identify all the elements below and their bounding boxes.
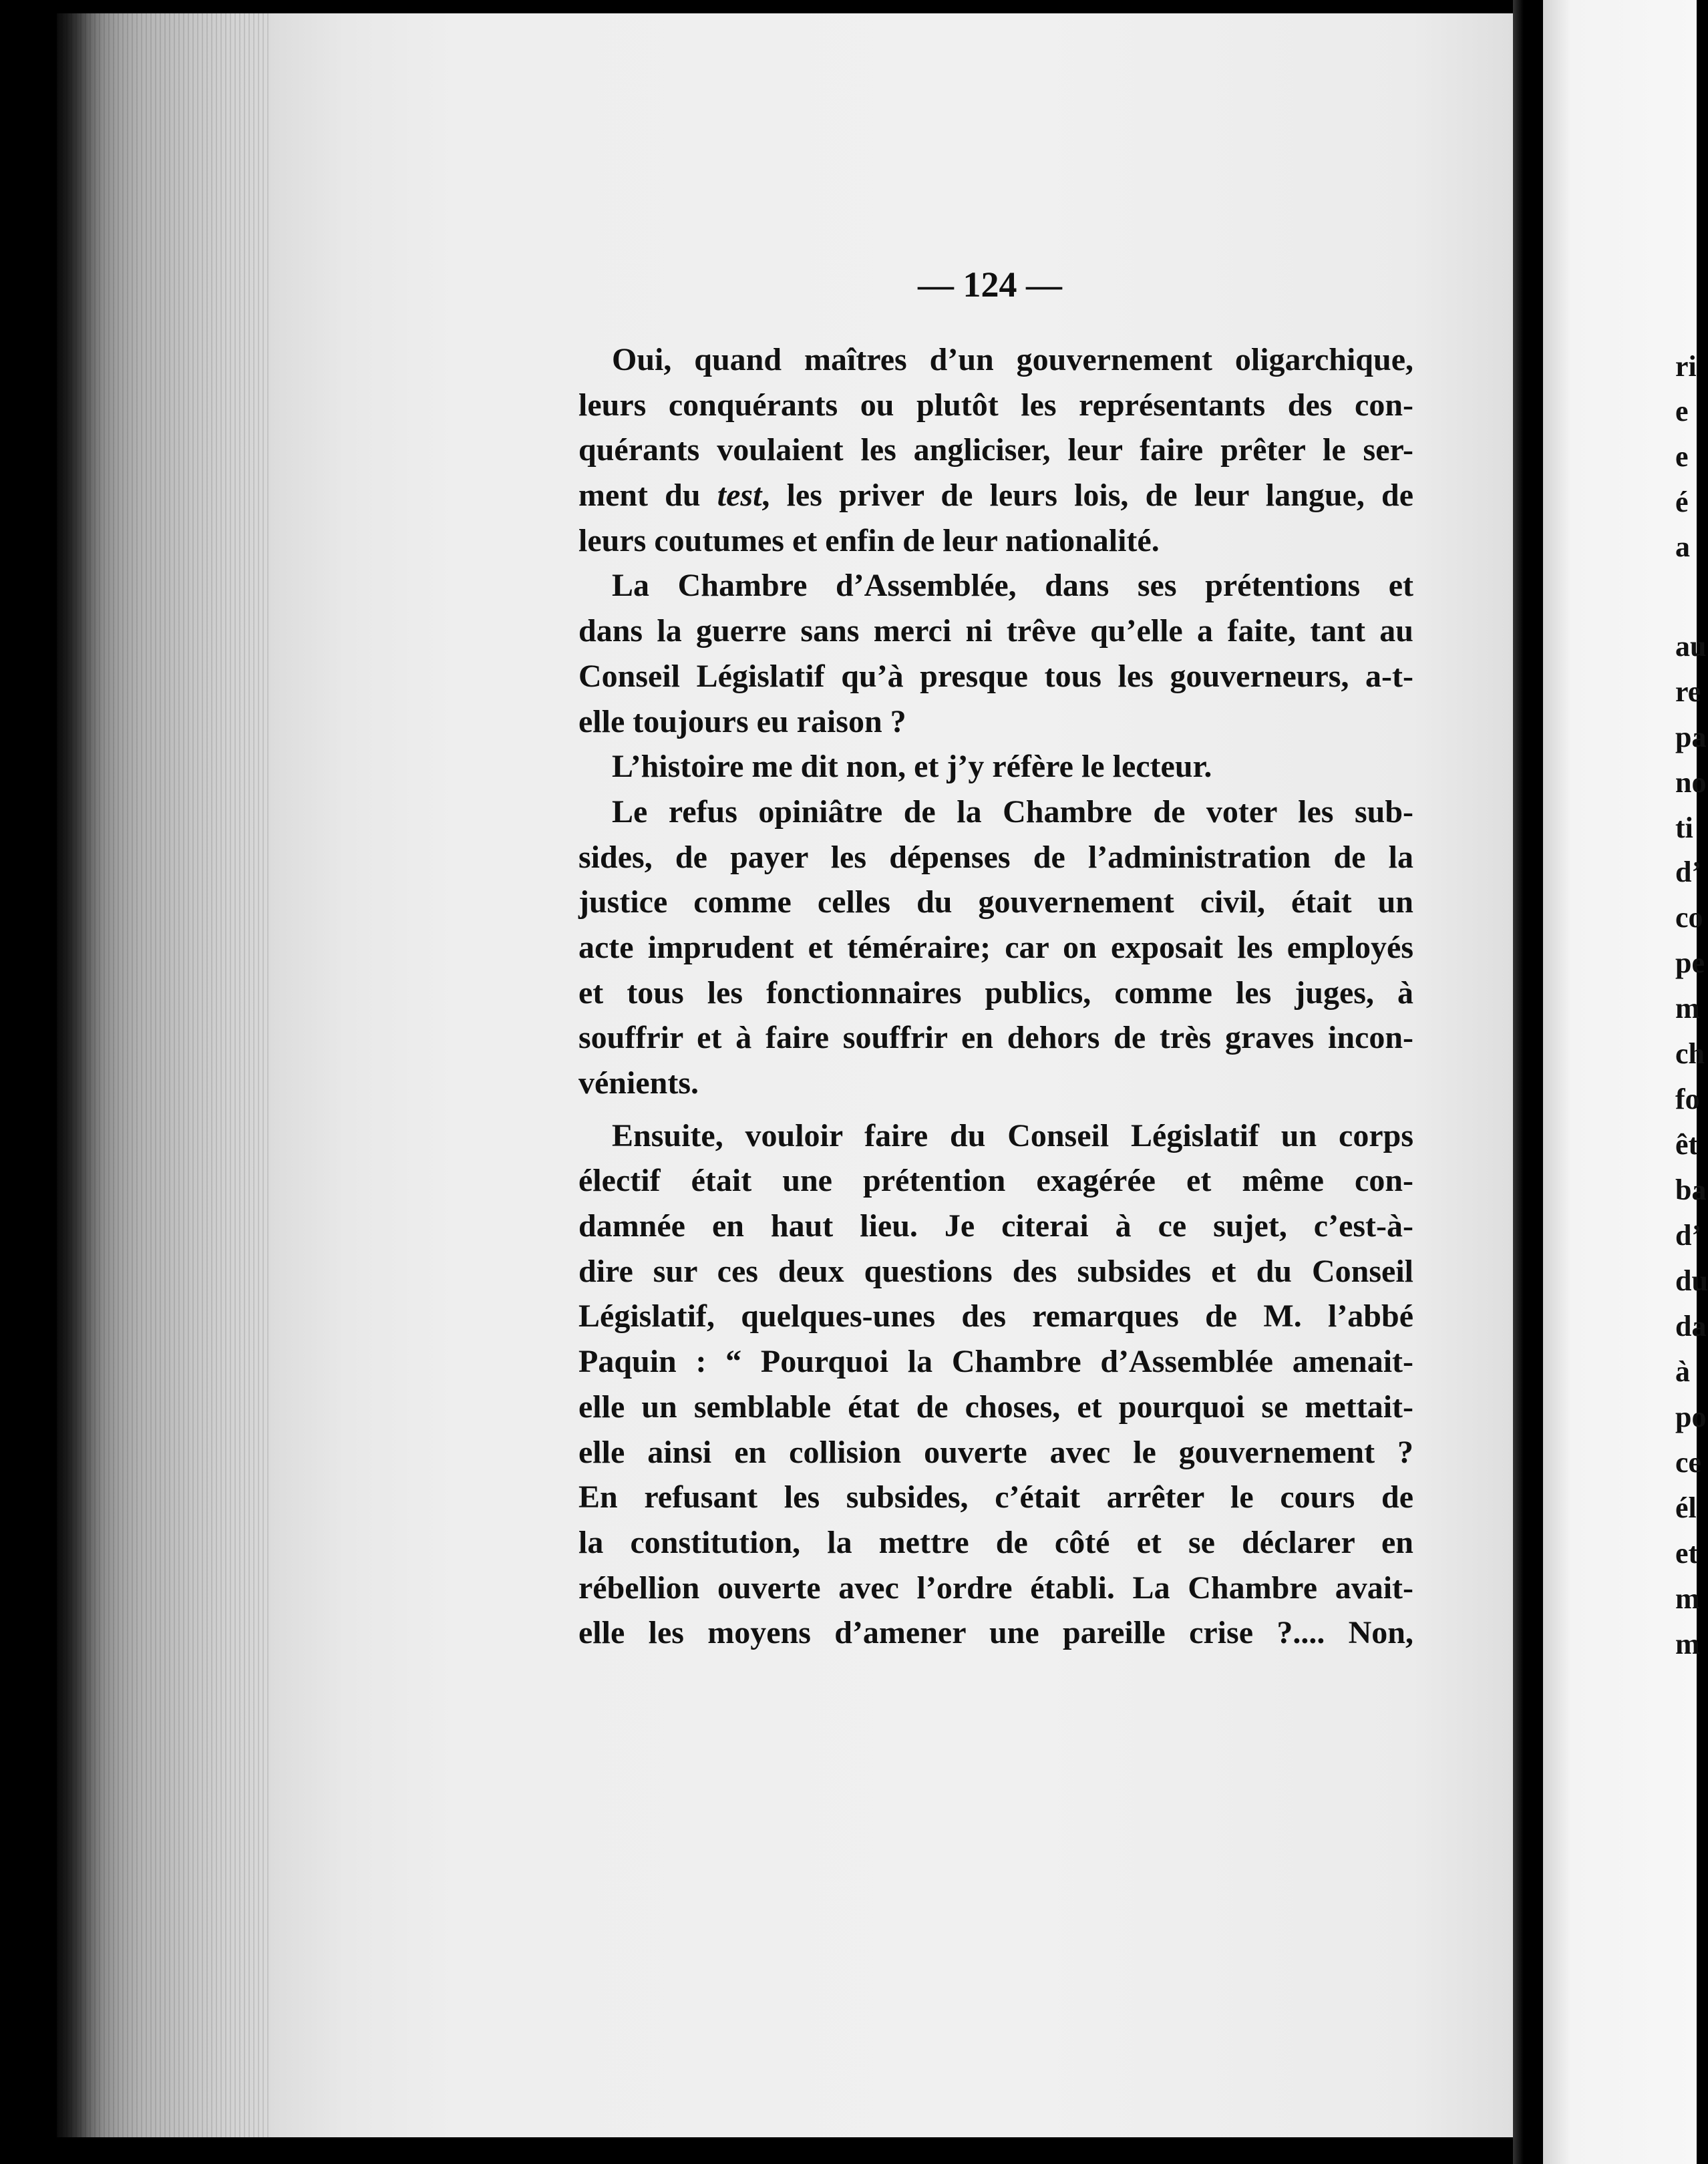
facing-page-fragment: du [1675,1264,1708,1297]
text-line: la constitution, la mettre de côté et se déclarer en [578,1524,1413,1560]
page-body-text [578,337,1413,1656]
facing-page-fragment: re [1675,675,1701,708]
facing-page-fragment: da [1675,1310,1707,1342]
facing-page-fragment: fo [1675,1083,1700,1115]
facing-page-fragment: m [1675,1628,1700,1660]
facing-page-fragment: ba [1675,1174,1707,1206]
facing-page-fragment: ce [1675,1446,1702,1479]
text-line: Ensuite, vouloir faire du Conseil Législatif un corps [612,1117,1413,1153]
facing-page [1543,0,1697,2164]
facing-page-fragment: co [1675,901,1703,934]
text-line: électif était une prétention exagérée et même con- [578,1163,1413,1199]
text-line: elle ainsi en collision ouverte avec le gouvernement ? [578,1434,1413,1470]
text-line: rébellion ouverte avec l’ordre établi. La Chambre avait- [578,1570,1413,1606]
facing-page-fragment: ri [1675,350,1697,383]
text-line: leurs conquérants ou plutôt les représentants des con- [578,387,1413,423]
text-line: justice comme celles du gouvernement civil, était un [578,884,1413,920]
facing-page-fragment: et [1675,1537,1699,1570]
text-line: vénients. [578,1065,699,1101]
text-line: sides, de payer les dépenses de l’administration de la [578,839,1413,875]
page-edge-lines [57,13,271,2137]
book-gutter [1513,0,1543,2164]
facing-page-fragment: ti [1675,811,1693,844]
facing-page-fragment: pa [1675,721,1707,753]
text-line: dire sur ces deux questions des subsides et du Conseil [578,1253,1413,1289]
text-line: Paquin : “ Pourquoi la Chambre d’Assemblée amenait- [578,1344,1413,1380]
text-line: elle un semblable état de choses, et pourquoi se mettait- [578,1389,1413,1425]
facing-page-fragment: à [1675,1355,1690,1388]
text-line: quérants voulaient les angliciser, leur faire prêter le ser- [578,432,1413,468]
text-line: L’histoire me dit non, et j’y réfère le lecteur. [612,749,1212,785]
text-line: dans la guerre sans merci ni trêve qu’elle a faite, tant au [578,613,1413,649]
page-number: — 124 — [918,264,1062,305]
facing-page-fragment: êt [1675,1128,1699,1161]
text-line: damnée en haut lieu. Je citerai à ce sujet, c’est-à- [578,1208,1413,1244]
facing-page-fragment: m [1675,1582,1700,1615]
text-line: Conseil Législatif qu’à presque tous les gouverneurs, a-t- [578,658,1413,694]
text-line: elle toujours eu raison ? [578,703,906,739]
facing-page-fragment: au [1675,630,1707,663]
facing-page-fragment: él [1675,1491,1697,1524]
facing-page-fragment: ch [1675,1037,1705,1070]
text-line: Législatif, quelques-unes des remarques de M. l’abbé [578,1298,1413,1334]
facing-page-fragment: é [1675,486,1689,518]
facing-page-fragment: m [1675,992,1700,1025]
facing-page-fragment: po [1675,1401,1707,1433]
facing-page-fragment: no [1675,766,1707,799]
facing-page-fragment: pe [1675,946,1705,979]
facing-page-fragment: a [1675,530,1690,563]
text-line: souffrir et à faire souffrir en dehors de très graves incon- [578,1020,1413,1056]
text-line: Oui, quand maîtres d’un gouvernement oligarchique, [612,342,1413,377]
facing-page-fragment: d’ [1675,856,1702,888]
facing-page-fragment: d’ [1675,1219,1702,1252]
facing-page-fragment: e [1675,440,1689,473]
text-line: acte imprudent et téméraire; car on exposait les employés [578,929,1413,965]
text-line: leurs coutumes et enfin de leur nationalité. [578,522,1160,558]
text-line: La Chambre d’Assemblée, dans ses prétentions et [612,568,1413,604]
text-line: et tous les fonctionnaires publics, comme les juges, à [578,974,1413,1011]
text-line: En refusant les subsides, c’était arrêter le cours de [578,1479,1413,1515]
text-line: Le refus opiniâtre de la Chambre de voter les sub- [612,793,1413,830]
facing-page-fragment: e [1675,395,1689,427]
text-line: elle les moyens d’amener une pareille crise ?.... Non, [578,1615,1413,1651]
text-line: ment du test, les priver de leurs lois, de leur langue, de [578,478,1414,514]
